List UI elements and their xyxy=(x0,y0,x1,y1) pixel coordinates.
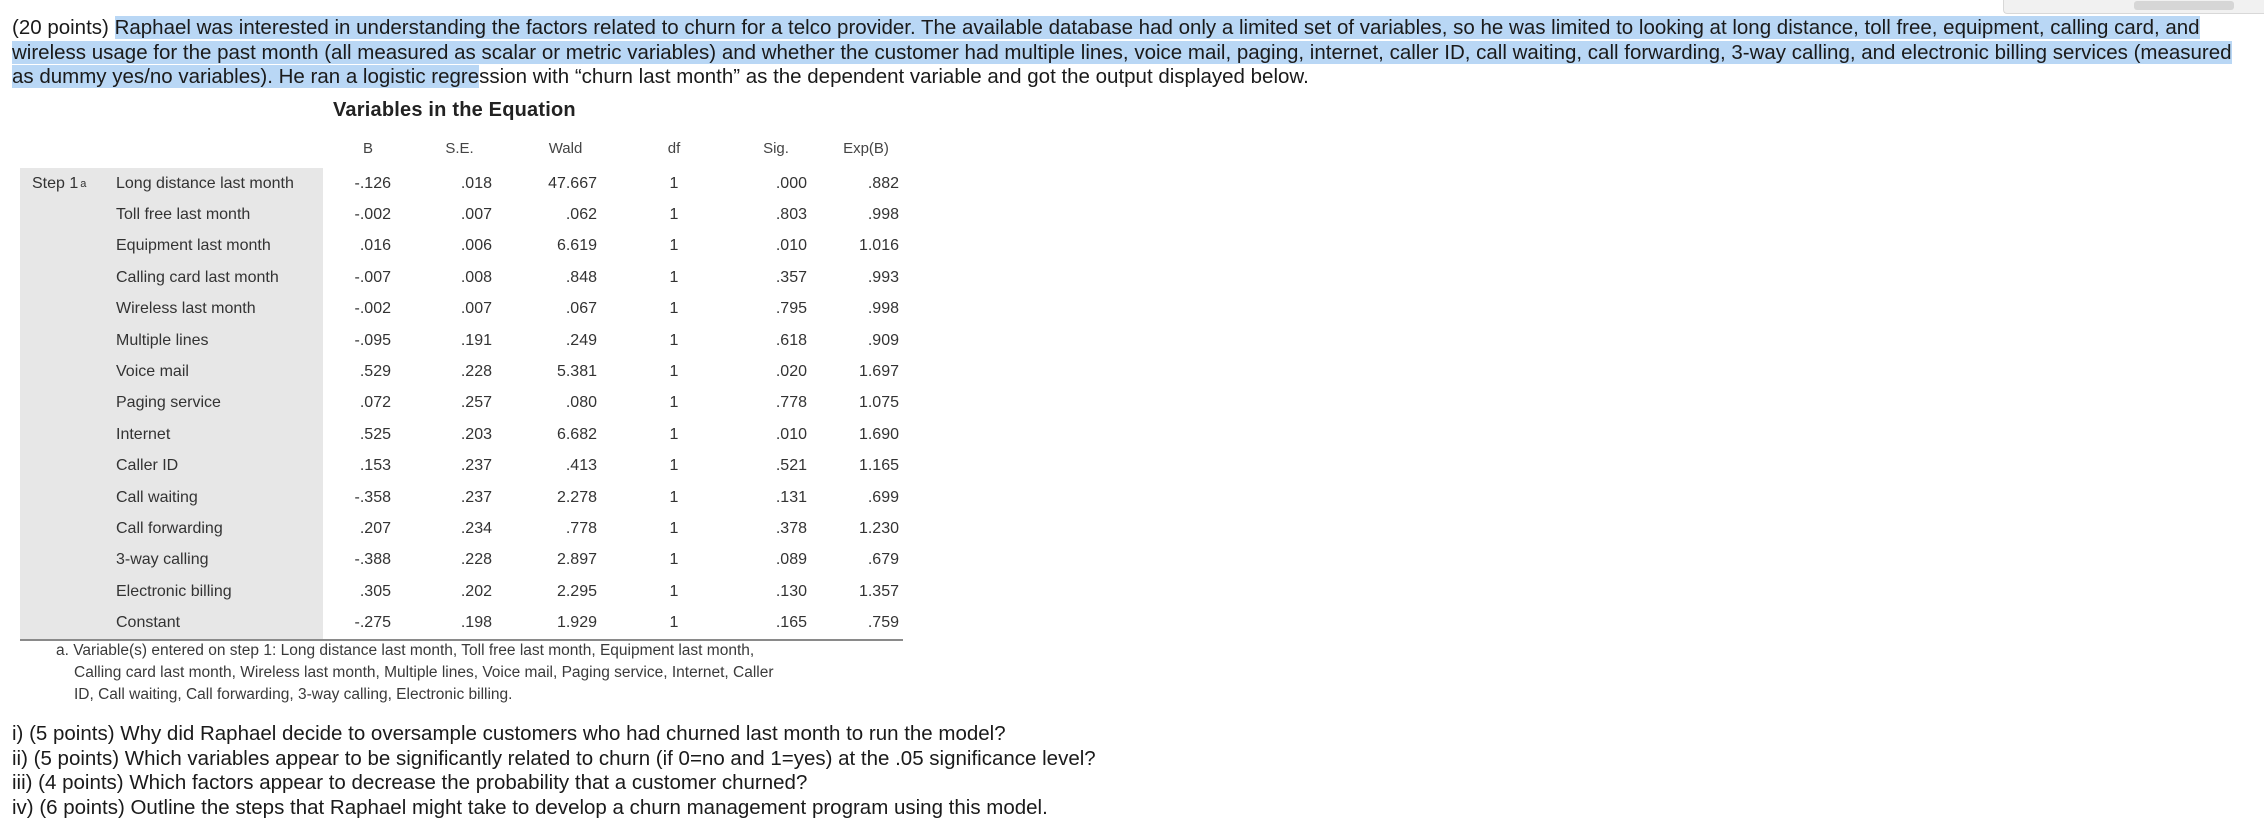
header-se: S.E. xyxy=(445,140,474,157)
cell-se: .237 xyxy=(460,457,492,475)
cell-se: .228 xyxy=(460,363,492,381)
table-row xyxy=(20,451,903,482)
row-label: Internet xyxy=(116,425,171,443)
cell-exp: 1.016 xyxy=(858,237,899,255)
row-label: Call waiting xyxy=(116,488,198,506)
table-body xyxy=(20,168,903,639)
cell-exp: 1.357 xyxy=(858,582,899,600)
row-label: Constant xyxy=(116,614,181,632)
scrollbar-thumb[interactable] xyxy=(2134,1,2234,10)
cell-wald: 1.929 xyxy=(556,614,597,632)
table-row xyxy=(20,513,903,544)
cell-df: 1 xyxy=(669,519,679,537)
top-scrollbar[interactable] xyxy=(2003,0,2264,14)
table-row xyxy=(20,231,903,262)
cell-sig: .020 xyxy=(775,363,807,381)
footnote-line-1: a. Variable(s) entered on step 1: Long distance last month, Toll free last month, Equipment last month, xyxy=(56,642,755,659)
table-header-row xyxy=(20,129,903,168)
cell-se: .237 xyxy=(460,488,492,506)
table-row xyxy=(20,388,903,419)
cell-b: -.358 xyxy=(354,488,391,506)
row-label: Toll free last month xyxy=(116,206,251,224)
cell-wald: 2.897 xyxy=(556,551,597,569)
header-b: B xyxy=(362,140,373,157)
cell-se: .007 xyxy=(460,300,492,318)
cell-df: 1 xyxy=(669,551,679,569)
cell-wald: .413 xyxy=(565,457,597,475)
question-3: iii) (4 points) Which factors appear to decrease the probability that a customer churned? xyxy=(12,771,808,794)
table-row xyxy=(20,576,903,607)
cell-df: 1 xyxy=(669,394,679,412)
question-1: i) (5 points) Why did Raphael decide to oversample customers who had churned last month to run the model? xyxy=(12,722,1006,745)
row-label: Paging service xyxy=(116,394,221,412)
cell-df: 1 xyxy=(669,582,679,600)
row-label: Calling card last month xyxy=(116,268,279,286)
cell-exp: .998 xyxy=(867,206,899,224)
cell-wald: 47.667 xyxy=(548,174,597,192)
cell-se: .008 xyxy=(460,268,492,286)
row-label: 3-way calling xyxy=(116,551,209,569)
cell-wald: .249 xyxy=(565,331,597,349)
table-row xyxy=(20,262,903,293)
footnote-line-3: ID, Call waiting, Call forwarding, 3-way calling, Electronic billing. xyxy=(74,686,513,703)
footnote-line-2: Calling card last month, Wireless last month, Multiple lines, Voice mail, Paging service, Internet, Caller xyxy=(74,664,774,681)
cell-sig: .378 xyxy=(775,519,807,537)
table-row xyxy=(20,199,903,230)
cell-sig: .165 xyxy=(775,614,807,632)
cell-exp: .882 xyxy=(867,174,899,192)
cell-df: 1 xyxy=(669,206,679,224)
cell-b: -.388 xyxy=(354,551,391,569)
cell-exp: .759 xyxy=(867,614,899,632)
intro-rest-text: ssion with “churn last month” as the dependent variable and got the output displayed below. xyxy=(479,65,1309,88)
cell-exp: .909 xyxy=(867,331,899,349)
row-label: Long distance last month xyxy=(116,174,294,192)
table-row xyxy=(20,482,903,513)
cell-df: 1 xyxy=(669,457,679,475)
cell-wald: 6.619 xyxy=(556,237,597,255)
cell-wald: .778 xyxy=(565,519,597,537)
cell-se: .234 xyxy=(460,519,492,537)
cell-b: -.275 xyxy=(354,614,391,632)
cell-se: .018 xyxy=(460,174,492,192)
cell-b: -.095 xyxy=(354,331,391,349)
cell-sig: .010 xyxy=(775,425,807,443)
table-row xyxy=(20,545,903,576)
cell-sig: .000 xyxy=(775,174,807,192)
row-label: Call forwarding xyxy=(116,519,223,537)
cell-df: 1 xyxy=(669,237,679,255)
row-label: Voice mail xyxy=(116,363,189,381)
cell-wald: .848 xyxy=(565,268,597,286)
cell-wald: .080 xyxy=(565,394,597,412)
cell-wald: 5.381 xyxy=(556,363,597,381)
cell-se: .202 xyxy=(460,582,492,600)
row-label: Electronic billing xyxy=(116,582,232,600)
cell-df: 1 xyxy=(669,614,679,632)
cell-wald: .067 xyxy=(565,300,597,318)
cell-exp: 1.075 xyxy=(858,394,899,412)
cell-se: .007 xyxy=(460,206,492,224)
row-label: Multiple lines xyxy=(116,331,209,349)
header-sig: Sig. xyxy=(763,140,789,157)
cell-exp: 1.230 xyxy=(858,519,899,537)
cell-b: .529 xyxy=(359,363,391,381)
cell-wald: 2.295 xyxy=(556,582,597,600)
step-label: Step 1 a xyxy=(32,174,87,192)
cell-se: .203 xyxy=(460,425,492,443)
table-row xyxy=(20,168,903,199)
cell-df: 1 xyxy=(669,268,679,286)
cell-df: 1 xyxy=(669,363,679,381)
table-row xyxy=(20,607,903,638)
cell-sig: .795 xyxy=(775,300,807,318)
table-title: Variables in the Equation xyxy=(333,99,576,121)
intro-paragraph xyxy=(12,16,2252,90)
cell-b: -.002 xyxy=(354,300,391,318)
cell-sig: .618 xyxy=(775,331,807,349)
cell-sig: .357 xyxy=(775,268,807,286)
cell-df: 1 xyxy=(669,488,679,506)
cell-sig: .089 xyxy=(775,551,807,569)
header-df: df xyxy=(667,140,681,157)
cell-b: .525 xyxy=(359,425,391,443)
cell-df: 1 xyxy=(669,425,679,443)
cell-se: .191 xyxy=(460,331,492,349)
intro-prefix: (20 points) xyxy=(12,16,115,39)
cell-df: 1 xyxy=(669,174,679,192)
row-label: Equipment last month xyxy=(116,237,271,255)
cell-b: .305 xyxy=(359,582,391,600)
cell-exp: 1.697 xyxy=(858,363,899,381)
cell-b: -.007 xyxy=(354,268,391,286)
table-row xyxy=(20,356,903,387)
table-row xyxy=(20,294,903,325)
cell-b: .207 xyxy=(359,519,391,537)
cell-se: .228 xyxy=(460,551,492,569)
cell-df: 1 xyxy=(669,331,679,349)
cell-exp: .699 xyxy=(867,488,899,506)
table-row xyxy=(20,325,903,356)
cell-sig: .778 xyxy=(775,394,807,412)
cell-wald: 2.278 xyxy=(556,488,597,506)
cell-sig: .010 xyxy=(775,237,807,255)
cell-b: .153 xyxy=(359,457,391,475)
row-label: Wireless last month xyxy=(116,300,256,318)
cell-b: -.002 xyxy=(354,206,391,224)
question-4: iv) (6 points) Outline the steps that Raphael might take to develop a churn management program using this model. xyxy=(12,795,1048,819)
table-footnote xyxy=(56,640,896,706)
header-expb: Exp(B) xyxy=(843,140,889,157)
cell-b: .016 xyxy=(359,237,391,255)
questions-list xyxy=(12,722,1096,820)
variables-table xyxy=(20,129,903,639)
cell-sig: .131 xyxy=(775,488,807,506)
cell-sig: .803 xyxy=(775,206,807,224)
cell-exp: .679 xyxy=(867,551,899,569)
cell-se: .198 xyxy=(460,614,492,632)
table-row xyxy=(20,419,903,450)
question-2: ii) (5 points) Which variables appear to be significantly related to churn (if 0=no and 1=yes) at the .05 significance level? xyxy=(12,746,1096,770)
cell-b: -.126 xyxy=(354,174,391,192)
cell-se: .257 xyxy=(460,394,492,412)
cell-exp: .993 xyxy=(867,268,899,286)
cell-exp: 1.165 xyxy=(858,457,899,475)
cell-se: .006 xyxy=(460,237,492,255)
cell-sig: .521 xyxy=(775,457,807,475)
header-wald: Wald xyxy=(548,140,583,157)
cell-exp: 1.690 xyxy=(858,425,899,443)
intro-highlighted-text: Raphael was interested in understanding the factors related to churn for a telco provider. The available database had only a limited set of variables, so he was limited to looking at long distance, toll free, equipment, calling card, and wireless usage for the past month (all measured as scalar or metric variables) and whether the customer had multiple lines, voice mail, paging, internet, caller ID, call waiting, call forwarding, 3-way calling, and electronic billing services (measured as dummy yes/no variables). He ran a logistic regre xyxy=(12,16,2232,88)
cell-b: .072 xyxy=(359,394,391,412)
cell-df: 1 xyxy=(669,300,679,318)
cell-wald: 6.682 xyxy=(556,425,597,443)
cell-exp: .998 xyxy=(867,300,899,318)
row-label: Caller ID xyxy=(116,457,179,475)
cell-sig: .130 xyxy=(775,582,807,600)
cell-wald: .062 xyxy=(565,206,597,224)
